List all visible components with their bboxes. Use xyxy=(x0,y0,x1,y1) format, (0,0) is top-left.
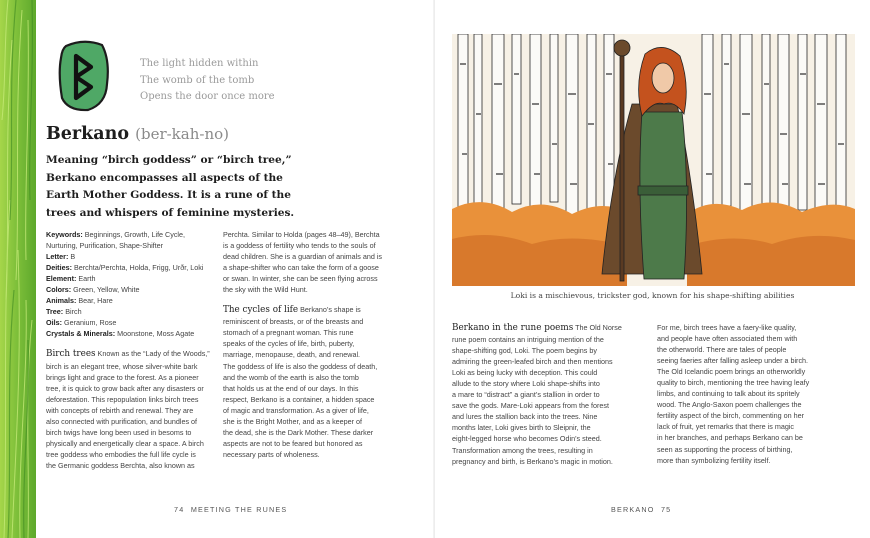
body-line: also connected with purification, and bundles of xyxy=(46,416,198,426)
attr-value: Berchta/Perchta, Holda, Frigg, Urðr, Loki xyxy=(73,263,204,273)
body-line: seeing faeries after falling asleep under a birch. xyxy=(657,356,809,366)
attr-value: B xyxy=(70,252,76,262)
body-line: fertility aspect of the birch, commenting on her xyxy=(657,411,805,421)
body-line: the dead, she is the Dark Mother. These darker xyxy=(223,427,374,437)
intro-line: Earth Mother Goddess. It is a rune of the xyxy=(46,189,292,201)
body-line: Known as the “Lady of the Woods,” xyxy=(97,349,210,359)
body-line: wood. The Anglo-Saxon poem challenges the xyxy=(657,400,802,410)
running-head: BERKANO xyxy=(611,505,655,514)
berchta-continued xyxy=(223,229,401,295)
loki-forest-illustration xyxy=(452,34,855,286)
attr-label: Deities: xyxy=(46,263,72,273)
body-line: Transformation among the trees, resulting in xyxy=(452,445,593,455)
body-line: she is the Bright Mother, and as a keeper of xyxy=(223,416,363,426)
poem-line: The womb of the tomb xyxy=(140,74,255,86)
rune-poems-heading: Berkano in the rune poems xyxy=(452,323,574,333)
berkano-rune-stone-icon xyxy=(58,40,110,112)
rune-intro xyxy=(46,152,426,222)
body-line: or swan. In winter, she can be seen flying across xyxy=(223,274,378,284)
rune-name: Berkano xyxy=(46,124,130,144)
left-page xyxy=(36,0,435,538)
body-line: is a goddess of fertility who tends to the souls of xyxy=(223,241,376,251)
attr-value: Green, Yellow, White xyxy=(73,285,140,295)
attr-value: Beginnings, Growth, Life Cycle, xyxy=(84,230,186,239)
body-line: in her branches, and perhaps Berkano can be xyxy=(657,433,803,443)
attr-value: Earth xyxy=(78,274,96,284)
body-line: Berkano’s shape is xyxy=(300,305,361,315)
body-line: allude to the story where Loki shape-shifts into xyxy=(452,379,600,389)
body-line: dead children. She is a guardian of animals and is xyxy=(223,252,383,262)
cycles-of-life-heading: The cycles of life xyxy=(223,305,299,316)
body-line: and lures the stallion back into the trees. Nine xyxy=(452,412,598,422)
body-line: deforestation. This repopulation links birch trees xyxy=(46,394,199,404)
attr-value: Moonstone, Moss Agate xyxy=(117,329,195,339)
body-line: more than symbolizing fertility itself. xyxy=(657,455,771,465)
attr-label: Oils: xyxy=(46,318,62,328)
body-line: save the gods. Mare-Loki appears from the forest xyxy=(452,401,610,411)
birch-trees-heading: Birch trees xyxy=(46,349,96,360)
grass-edge-decoration xyxy=(0,0,36,538)
body-line: that holds us at the end of our days. In this xyxy=(223,383,359,393)
attr-label: Crystals & Minerals: xyxy=(46,329,116,339)
intro-line: trees and whispers of feminine mysteries. xyxy=(46,206,295,219)
grass-blades-icon xyxy=(0,0,36,538)
body-line: stomach of a pregnant woman. This rune xyxy=(223,328,354,338)
body-line: The goddess of life is also the goddess of death, xyxy=(223,361,378,371)
right-folio xyxy=(611,505,671,514)
poem-line: Opens the door once more xyxy=(140,91,275,102)
attr-label: Keywords: xyxy=(46,230,83,239)
intro-line: Meaning “birch goddess” or “birch tree,” xyxy=(46,154,292,166)
body-line: For me, birch trees have a faery-like quality, xyxy=(657,323,797,332)
body-line: brings light and grace to the forest. As a pioneer xyxy=(46,372,199,382)
rune-title xyxy=(46,124,229,144)
rune-pronunciation: (ber-kah-no) xyxy=(135,125,229,143)
poem-line: The light hidden within xyxy=(140,58,259,69)
attr-value: Birch xyxy=(65,307,82,317)
left-column-2 xyxy=(223,229,401,460)
page-number: 75 xyxy=(660,505,672,514)
body-line: reminiscent of breasts, or of the breasts and xyxy=(223,317,364,327)
body-line: marriage, menopause, death, and renewal. xyxy=(223,350,361,360)
attr-value: Geranium, Rose xyxy=(63,318,117,328)
body-line: months later, Loki gives birth to Sleipnir, the xyxy=(452,423,591,433)
body-line: limbs, and continuing to talk about its spritely xyxy=(657,389,800,399)
birch-trees-section xyxy=(46,348,224,471)
left-column-1 xyxy=(46,229,224,471)
attr-label: Letter: xyxy=(46,252,69,262)
attributes-list xyxy=(46,229,224,339)
body-line: pregnancy and birth, is Berkano’s magic in motion. xyxy=(452,456,613,466)
body-line: respect, Berkano is a container, a hidden space xyxy=(223,394,375,404)
body-line: eight-legged horse who becomes Odin’s steed. xyxy=(452,434,602,444)
body-line: tree, it is quick to grow back after any disasters or xyxy=(46,383,204,393)
body-line: seen as supporting the process of birthing, xyxy=(657,444,793,454)
intro-line: Berkano encompasses all aspects of the xyxy=(46,171,283,184)
body-line: and people have often associated them with xyxy=(657,334,798,344)
rune-poem xyxy=(140,56,275,106)
body-line: the sky with the Wild Hunt. xyxy=(223,285,308,295)
body-line: birch is an elegant tree, whose silver-white bark xyxy=(46,361,198,371)
body-line: lack of fruit, yet remarks that there is magic xyxy=(657,422,795,432)
body-line: necessary parts of wholeness. xyxy=(223,449,320,459)
right-page xyxy=(435,0,870,538)
attr-label: Colors: xyxy=(46,285,72,295)
body-line: aspects are not to be feared but honored as xyxy=(223,438,363,448)
body-line: shape-shifting god, Loki. The poem begins by xyxy=(452,346,597,356)
page-number: 74 xyxy=(174,505,185,514)
body-line: the Germanic goddess Berchta, also known as xyxy=(46,460,195,470)
body-line: the otherworld. There are tales of people xyxy=(657,345,787,355)
body-line: quality to birch, mentioning the tree having leafy xyxy=(657,378,810,388)
body-line: The Old Norse xyxy=(575,323,622,332)
attr-value: Nurturing, Purification, Shape-Shifter xyxy=(46,241,164,251)
body-line: Perchta. Similar to Holda (pages 48–49), Berchta xyxy=(223,230,380,239)
attr-label: Element: xyxy=(46,274,77,284)
body-line: rune poem contains an intriguing mention of the xyxy=(452,335,604,345)
body-line: birch twigs have long been used in besoms to xyxy=(46,427,192,437)
attr-value: Bear, Hare xyxy=(78,296,113,306)
body-line: with concepts of rebirth and renewal. They are xyxy=(46,405,194,415)
body-line: admiring the green-leafed birch and then mentions xyxy=(452,357,613,367)
body-line: of magic and transformation. As a giver of life, xyxy=(223,405,369,415)
body-line: a mare to “distract” a giant’s stallion in order to xyxy=(452,390,600,400)
body-line: speaks of the cycles of life, birth, puberty, xyxy=(223,339,355,349)
illustration-caption: Loki is a mischievous, trickster god, known for his shape-shifting abilities xyxy=(510,291,795,300)
cycles-of-life-section xyxy=(223,304,401,460)
body-line: a shape-shifter who can take the form of a goose xyxy=(223,263,379,273)
running-head: MEETING THE RUNES xyxy=(190,505,288,514)
attr-label: Tree: xyxy=(46,307,64,317)
right-column-1 xyxy=(452,322,652,467)
right-column-2 xyxy=(657,322,857,466)
body-line: and the womb of the earth is also the tomb xyxy=(223,372,359,382)
left-folio xyxy=(174,505,287,514)
body-line: The Old Icelandic poem brings an otherworldly xyxy=(657,367,806,377)
body-line: Loki as being lucky with deception. This could xyxy=(452,368,598,378)
body-line: physically and energetically clear a space. A birch xyxy=(46,438,204,448)
body-line: tree goddess who embodies the full life cycle is xyxy=(46,449,196,459)
attr-label: Animals: xyxy=(46,296,77,306)
